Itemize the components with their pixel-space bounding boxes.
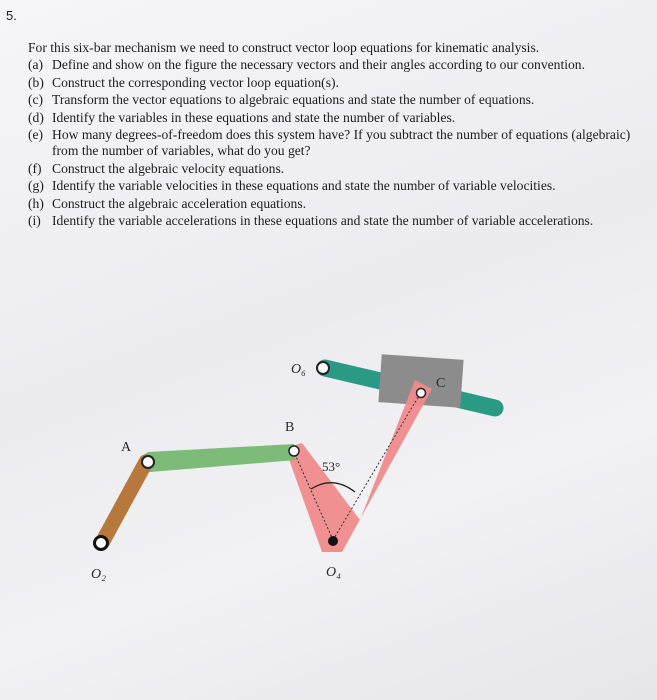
item-text: How many degrees-of-freedom does this system have? If you subtract the number of equations (algebraic) from the number of variables, what do you get?	[52, 127, 631, 158]
item-text: Define and show on the figure the necessary vectors and their angles according to our convention.	[52, 57, 585, 72]
label-o2: O₂	[91, 567, 106, 582]
rocker-dashed-line	[333, 394, 420, 540]
pin-o2	[95, 537, 108, 550]
item-text: Transform the vector equations to algebraic equations and state the number of equations.	[52, 92, 535, 107]
pin-o6	[317, 362, 329, 374]
item-marker: (c)	[28, 92, 44, 107]
item-text: Identify the variables in these equations and state the number of variables.	[52, 109, 456, 125]
item-text: Identify the variable velocities in these equations and state the number of variable velocities.	[52, 178, 556, 193]
item-text: Construct the algebraic acceleration equations.	[52, 195, 307, 211]
pin-a	[142, 456, 154, 468]
item-marker: (f)	[28, 160, 42, 176]
label-b: B	[285, 420, 295, 435]
item-marker: (g)	[28, 178, 44, 193]
item-text: Construct the algebraic velocity equations.	[52, 160, 285, 176]
label-o6: O₆	[291, 362, 306, 377]
problem-number: 5.	[6, 8, 17, 23]
pin-c	[417, 389, 426, 398]
item-marker: (h)	[28, 195, 44, 211]
rocker-link	[285, 380, 432, 552]
item-marker: (e)	[28, 127, 44, 142]
problem-intro: For this six-bar mechanism we need to construct vector loop equations for kinematic analysis.	[28, 40, 540, 55]
item-text: Identify the variable accelerations in these equations and state the number of variable accelerations.	[52, 213, 594, 228]
coupler-link	[140, 444, 296, 472]
item-marker: (a)	[28, 57, 44, 72]
pin-b	[289, 446, 299, 456]
label-a: A	[121, 440, 132, 455]
label-o4: O₄	[326, 565, 341, 580]
label-angle: 53°	[322, 459, 341, 474]
item-marker: (d)	[28, 109, 44, 125]
label-c: C	[436, 376, 446, 391]
item-marker: (b)	[28, 74, 44, 90]
pin-o4	[328, 536, 338, 546]
item-marker: (i)	[28, 213, 41, 228]
item-text: Construct the corresponding vector loop equation(s).	[52, 74, 339, 90]
crank-link	[103, 462, 146, 541]
